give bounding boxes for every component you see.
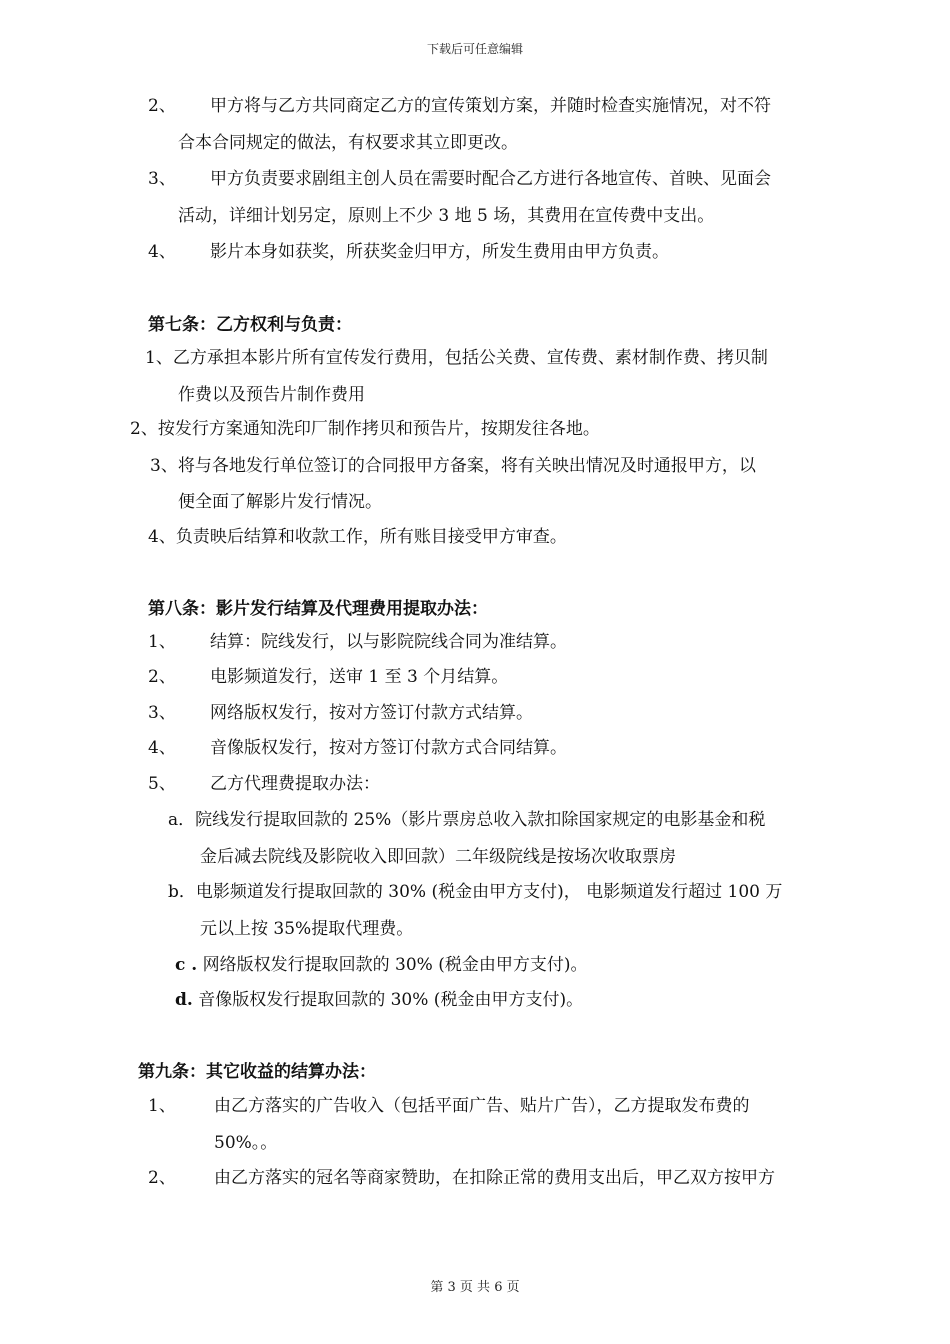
item-number: 1、 bbox=[148, 1096, 176, 1116]
list-item: 4、负责映后结算和收款工作，所有账目接受甲方审查。 bbox=[148, 527, 567, 547]
list-item bbox=[148, 94, 771, 118]
item-text: 电影频道发行，送审 1 至 3 个月结算。 bbox=[210, 667, 509, 687]
item-number: 5、 bbox=[148, 774, 176, 794]
item-text: 影片本身如获奖，所获奖金归甲方，所发生费用由甲方负责。 bbox=[210, 242, 669, 262]
item-number: 3、 bbox=[148, 703, 176, 723]
item-text-continuation: 便全面了解影片发行情况。 bbox=[178, 492, 382, 512]
sub-item-a-continuation: 金后减去院线及影院收入即回款）二年级院线是按场次收取票房 bbox=[200, 847, 676, 867]
item-text: 甲方将与乙方共同商定乙方的宣传策划方案，并随时检查实施情况，对不符 bbox=[210, 96, 771, 116]
list-item bbox=[148, 772, 380, 796]
item-number: 4、 bbox=[148, 738, 176, 758]
item-text: 结算：院线发行，以与影院院线合同为准结算。 bbox=[210, 632, 567, 652]
item-number: 4、 bbox=[148, 242, 176, 262]
item-number: 1、 bbox=[148, 632, 176, 652]
item-number: 2、 bbox=[148, 1168, 176, 1188]
list-item bbox=[148, 240, 669, 264]
list-item: 2、按发行方案通知洗印厂制作拷贝和预告片，按期发往各地。 bbox=[130, 419, 600, 439]
sub-item-a: a．院线发行提取回款的 25%（影片票房总收入款扣除国家规定的电影基金和税 bbox=[168, 810, 766, 830]
list-item bbox=[148, 1094, 750, 1118]
sub-item-label: c . bbox=[175, 955, 198, 975]
list-item bbox=[148, 167, 771, 191]
sub-item-label: d. bbox=[175, 990, 193, 1010]
page-footer: 第 3 页 共 6 页 bbox=[430, 1280, 520, 1295]
item-text: 由乙方落实的冠名等商家赞助，在扣除正常的费用支出后，甲乙双方按甲方 bbox=[214, 1168, 775, 1188]
item-text: 甲方负责要求剧组主创人员在需要时配合乙方进行各地宣传、首映、见面会 bbox=[210, 169, 771, 189]
item-number: 2、 bbox=[148, 96, 176, 116]
sub-item-b: b．电影频道发行提取回款的 30% (税金由甲方支付)， 电影频道发行超过 100 万 bbox=[168, 882, 783, 902]
section-heading-article-7: 第七条：乙方权利与负责： bbox=[148, 315, 352, 335]
item-text-continuation: 50%。。 bbox=[214, 1133, 278, 1153]
list-item: 3、将与各地发行单位签订的合同报甲方备案，将有关映出情况及时通报甲方，以 bbox=[150, 456, 756, 476]
sub-item-c bbox=[175, 953, 587, 977]
item-text: 由乙方落实的广告收入（包括平面广告、贴片广告），乙方提取发布费的 bbox=[214, 1096, 750, 1116]
item-text-continuation: 活动，详细计划另定，原则上不少 3 地 5 场，其费用在宣传费中支出。 bbox=[178, 206, 715, 226]
item-text: 乙方代理费提取办法： bbox=[210, 774, 380, 794]
list-item bbox=[148, 630, 567, 654]
page-header: 下载后可任意编辑 bbox=[426, 42, 523, 56]
item-number: 2、 bbox=[148, 667, 176, 687]
sub-item-b-continuation: 元以上按 35%提取代理费。 bbox=[200, 919, 414, 939]
item-text: 网络版权发行，按对方签订付款方式结算。 bbox=[210, 703, 533, 723]
sub-item-d bbox=[175, 988, 583, 1012]
list-item: 1、乙方承担本影片所有宣传发行费用，包括公关费、宣传费、素材制作费、拷贝制 bbox=[145, 348, 768, 368]
item-text-continuation: 合本合同规定的做法，有权要求其立即更改。 bbox=[178, 133, 518, 153]
section-heading-article-8: 第八条：影片发行结算及代理费用提取办法： bbox=[148, 599, 488, 619]
sub-item-text: 网络版权发行提取回款的 30% (税金由甲方支付)。 bbox=[197, 955, 588, 975]
list-item bbox=[148, 701, 533, 725]
item-text: 音像版权发行，按对方签订付款方式合同结算。 bbox=[210, 738, 567, 758]
section-heading-article-9: 第九条：其它收益的结算办法： bbox=[138, 1062, 376, 1082]
list-item bbox=[148, 1166, 775, 1190]
list-item bbox=[148, 736, 567, 760]
item-text-continuation: 作费以及预告片制作费用 bbox=[178, 385, 365, 405]
list-item bbox=[148, 665, 508, 689]
item-number: 3、 bbox=[148, 169, 176, 189]
sub-item-text: 音像版权发行提取回款的 30% (税金由甲方支付)。 bbox=[192, 990, 584, 1010]
